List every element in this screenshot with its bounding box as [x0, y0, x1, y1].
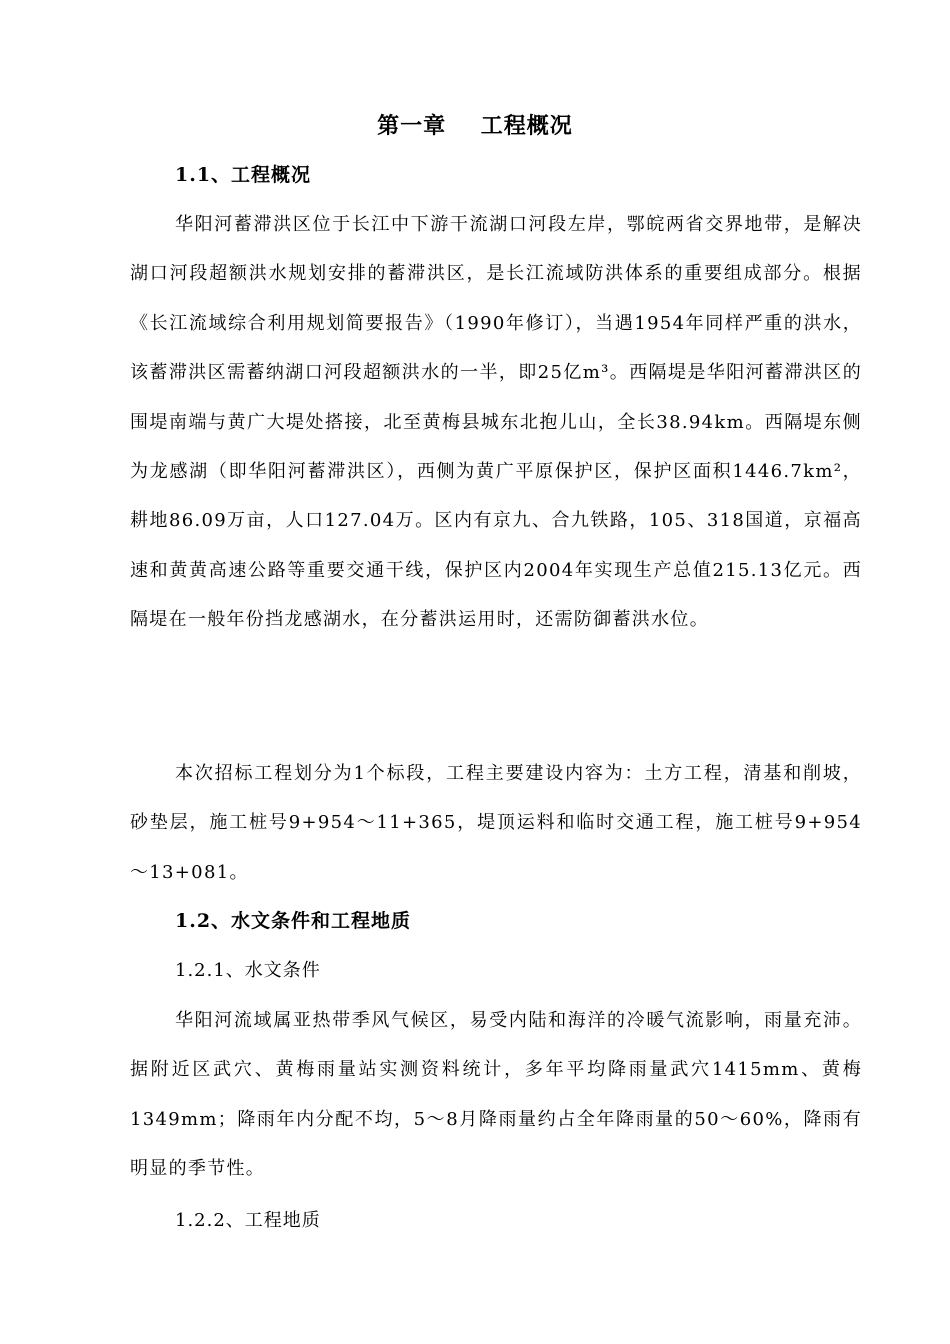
subsection-heading-1-2-2: 1.2.2、工程地质 [175, 1210, 321, 1231]
paragraph-bid-scope: 本次招标工程划分为1个标段，工程主要建设内容为：土方工程，清基和削坡，砂垫层，施工桩号9+954～11+365，堤顶运料和临时交通工程，施工桩号9+954～13+081。 [130, 763, 862, 883]
section-heading-1-2: 1.2、水文条件和工程地质 [175, 910, 412, 932]
paragraph-hydrology: 华阳河流域属亚热带季风气候区，易受内陆和海洋的冷暖气流影响，雨量充沛。据附近区武穴、黄梅雨量站实测资料统计，多年平均降雨量武穴1415mm、黄梅1349mm；降雨年内分配不均，5～8月降雨量约占全年降雨量的50～60%，降雨有明显的季节性。 [130, 1010, 862, 1180]
chapter-title: 第一章 工程概况 [377, 113, 573, 139]
subsection-heading-1-2-1: 1.2.1、水文条件 [175, 960, 321, 981]
paragraph-project-overview: 华阳河蓄滞洪区位于长江中下游干流湖口河段左岸，鄂皖两省交界地带，是解决湖口河段超额洪水规划安排的蓄滞洪区，是长江流域防洪体系的重要组成部分。根据《长江流域综合利用规划简要报告》（1990年修订），当遇1954年同样严重的洪水，该蓄滞洪区需蓄纳湖口河段超额洪水的一半，即25亿m³。西隔堤是华阳河蓄滞洪区的围堤南端与黄广大堤处搭接，北至黄梅县城东北抱儿山，全长38.94km。西隔堤东侧为龙感湖（即华阳河蓄滞洪区），西侧为黄广平原保护区，保护区面积1446.7km²，耕地86.09万亩，人口127.04万。区内有京九、合九铁路，105、318国道，京福高速和黄黄高速公路等重要交通干线，保护区内2004年实现生产总值215.13亿元。西隔堤在一般年份挡龙感湖水，在分蓄洪运用时，还需防御蓄洪水位。 [130, 214, 862, 631]
section-heading-1-1: 1.1、工程概况 [175, 164, 312, 186]
